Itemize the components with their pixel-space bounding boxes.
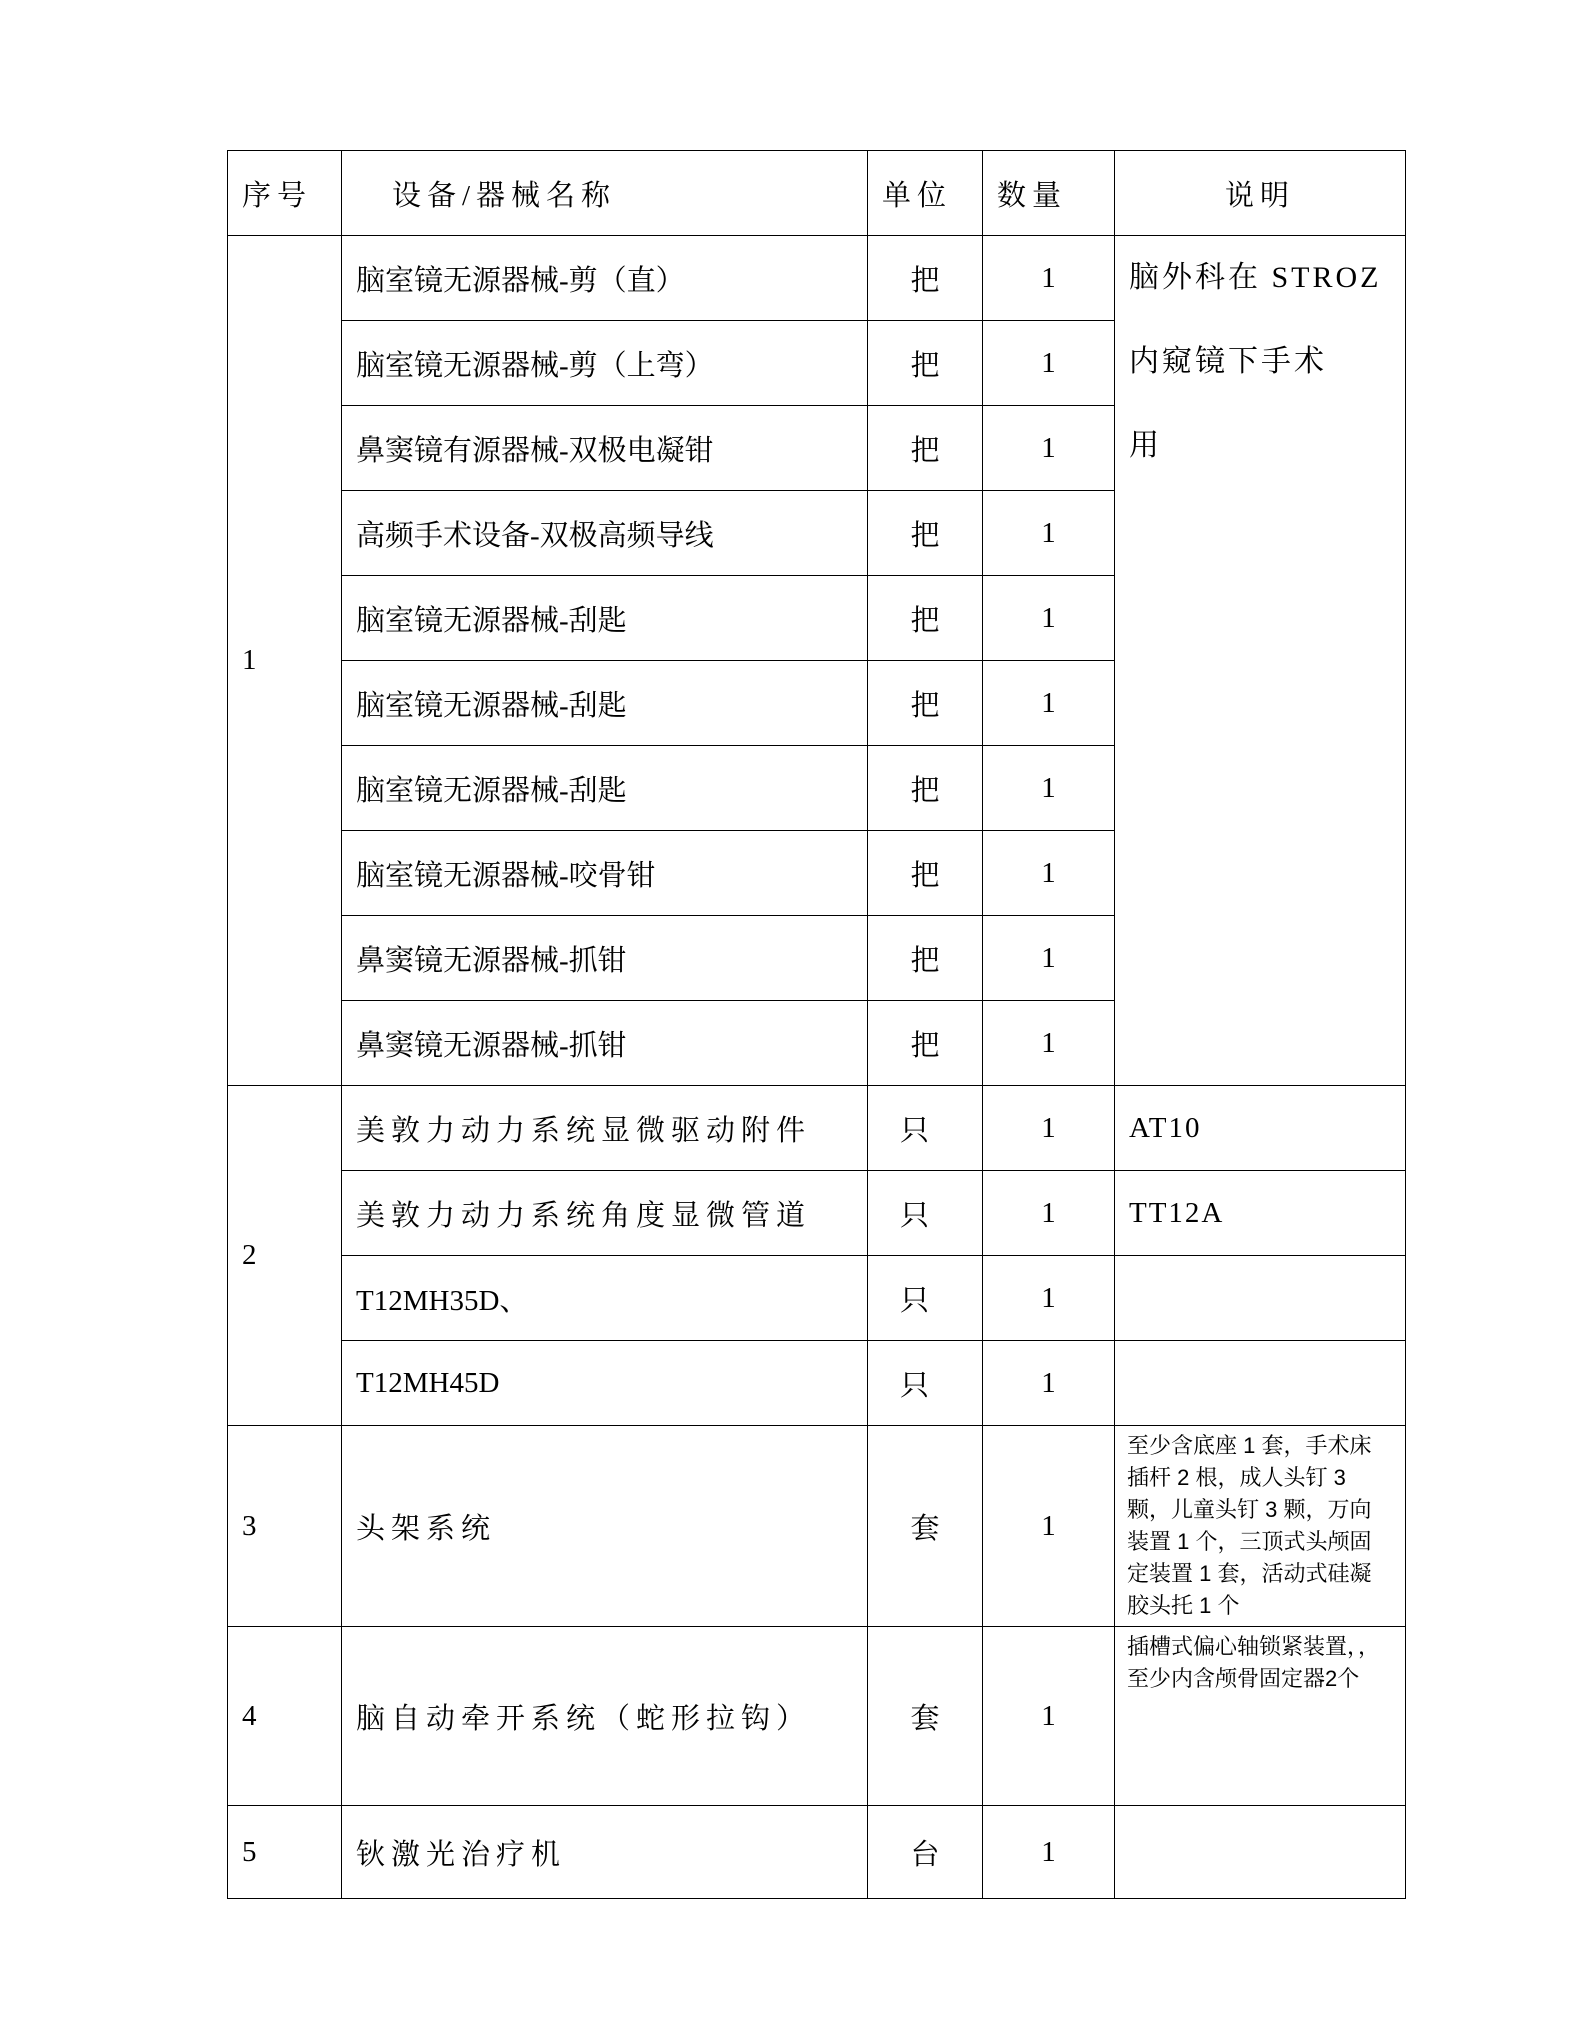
- row-name: 脑室镜无源器械-剪（上弯）: [342, 321, 868, 406]
- row-note: 至少含底座 1 套，手术床插杆 2 根，成人头钉 3 颗，儿童头钉 3 颗，万向装置 1 个，三顶式头颅固定装置 1 套，活动式硅凝胶头托 1 个: [1115, 1426, 1406, 1627]
- row-name: 脑室镜无源器械-咬骨钳: [342, 831, 868, 916]
- row-unit: 把: [868, 321, 983, 406]
- row-qty: 1: [983, 1806, 1115, 1899]
- table-row: [228, 1341, 1406, 1426]
- row-qty: 1: [983, 1086, 1115, 1171]
- row-qty: 1: [983, 1171, 1115, 1256]
- row-qty: 1: [983, 576, 1115, 661]
- row-note: AT10: [1115, 1086, 1406, 1171]
- row-note: [1115, 1806, 1406, 1899]
- row-name: 脑室镜无源器械-刮匙: [342, 746, 868, 831]
- row-qty: 1: [983, 916, 1115, 1001]
- row-name: 脑室镜无源器械-刮匙: [342, 576, 868, 661]
- row-qty: 1: [983, 1627, 1115, 1806]
- row-unit: 套: [868, 1627, 983, 1806]
- row-unit: 把: [868, 576, 983, 661]
- row-unit: 把: [868, 406, 983, 491]
- row-name: 鼻窦镜无源器械-抓钳: [342, 916, 868, 1001]
- table-row: [228, 236, 1406, 321]
- row-name: 美敦力动力系统角度显微管道: [342, 1171, 868, 1256]
- table-row: [228, 1086, 1406, 1171]
- row-qty: 1: [983, 746, 1115, 831]
- row-unit: 只: [868, 1086, 983, 1171]
- row-index: 2: [228, 1086, 342, 1426]
- header-note: 说明: [1115, 151, 1406, 236]
- table-row: [228, 1171, 1406, 1256]
- header-unit: 单位: [868, 151, 983, 236]
- row-qty: 1: [983, 831, 1115, 916]
- row-qty: 1: [983, 321, 1115, 406]
- row-name: T12MH35D、: [342, 1256, 868, 1341]
- row-unit: 把: [868, 746, 983, 831]
- row-note: [1115, 236, 1406, 1086]
- row-unit: 只: [868, 1256, 983, 1341]
- row-unit: 把: [868, 1001, 983, 1086]
- row-name: 脑室镜无源器械-刮匙: [342, 661, 868, 746]
- row-index: 5: [228, 1806, 342, 1899]
- header-qty: 数量: [983, 151, 1115, 236]
- row-note: [1115, 1256, 1406, 1341]
- row-unit: 只: [868, 1171, 983, 1256]
- row-unit: 只: [868, 1341, 983, 1426]
- row-note: 插槽式偏心轴锁紧装置，，至少内含颅骨固定器2个: [1115, 1627, 1406, 1806]
- table-row: [228, 1806, 1406, 1899]
- row-unit: 把: [868, 831, 983, 916]
- row-index: 1: [228, 236, 342, 1086]
- row-index: 3: [228, 1426, 342, 1627]
- row-name: 脑自动牵开系统（蛇形拉钩）: [342, 1627, 868, 1806]
- row-name: T12MH45D: [342, 1341, 868, 1426]
- row-qty: 1: [983, 236, 1115, 321]
- row-unit: 把: [868, 661, 983, 746]
- row-qty: 1: [983, 491, 1115, 576]
- row-qty: 1: [983, 661, 1115, 746]
- table-header-row: [228, 151, 1406, 236]
- row-name: 高频手术设备-双极高频导线: [342, 491, 868, 576]
- header-index: 序号: [228, 151, 342, 236]
- table-row: [228, 1256, 1406, 1341]
- row-name: 钬激光治疗机: [342, 1806, 868, 1899]
- row-unit: 台: [868, 1806, 983, 1899]
- row-name: 美敦力动力系统显微驱动附件: [342, 1086, 868, 1171]
- table-row: [228, 1627, 1406, 1806]
- row-qty: 1: [983, 1001, 1115, 1086]
- note-line: 脑外科在 STROZ: [1129, 261, 1382, 294]
- row-qty: 1: [983, 1341, 1115, 1426]
- row-name: 头架系统: [342, 1426, 868, 1627]
- row-note: TT12A: [1115, 1171, 1406, 1256]
- row-unit: 套: [868, 1426, 983, 1627]
- row-unit: 把: [868, 236, 983, 321]
- row-name: 鼻窦镜有源器械-双极电凝钳: [342, 406, 868, 491]
- row-name: 脑室镜无源器械-剪（直）: [342, 236, 868, 321]
- note-line: 用: [1129, 429, 1162, 462]
- row-qty: 1: [983, 406, 1115, 491]
- note-line: 内窥镜下手术: [1129, 345, 1327, 378]
- row-note: [1115, 1341, 1406, 1426]
- row-name: 鼻窦镜无源器械-抓钳: [342, 1001, 868, 1086]
- header-name: 设备/器械名称: [342, 151, 868, 236]
- row-unit: 把: [868, 491, 983, 576]
- row-index: 4: [228, 1627, 342, 1806]
- table-row: [228, 1426, 1406, 1627]
- row-qty: 1: [983, 1426, 1115, 1627]
- row-unit: 把: [868, 916, 983, 1001]
- equipment-table: [227, 150, 1406, 1899]
- row-qty: 1: [983, 1256, 1115, 1341]
